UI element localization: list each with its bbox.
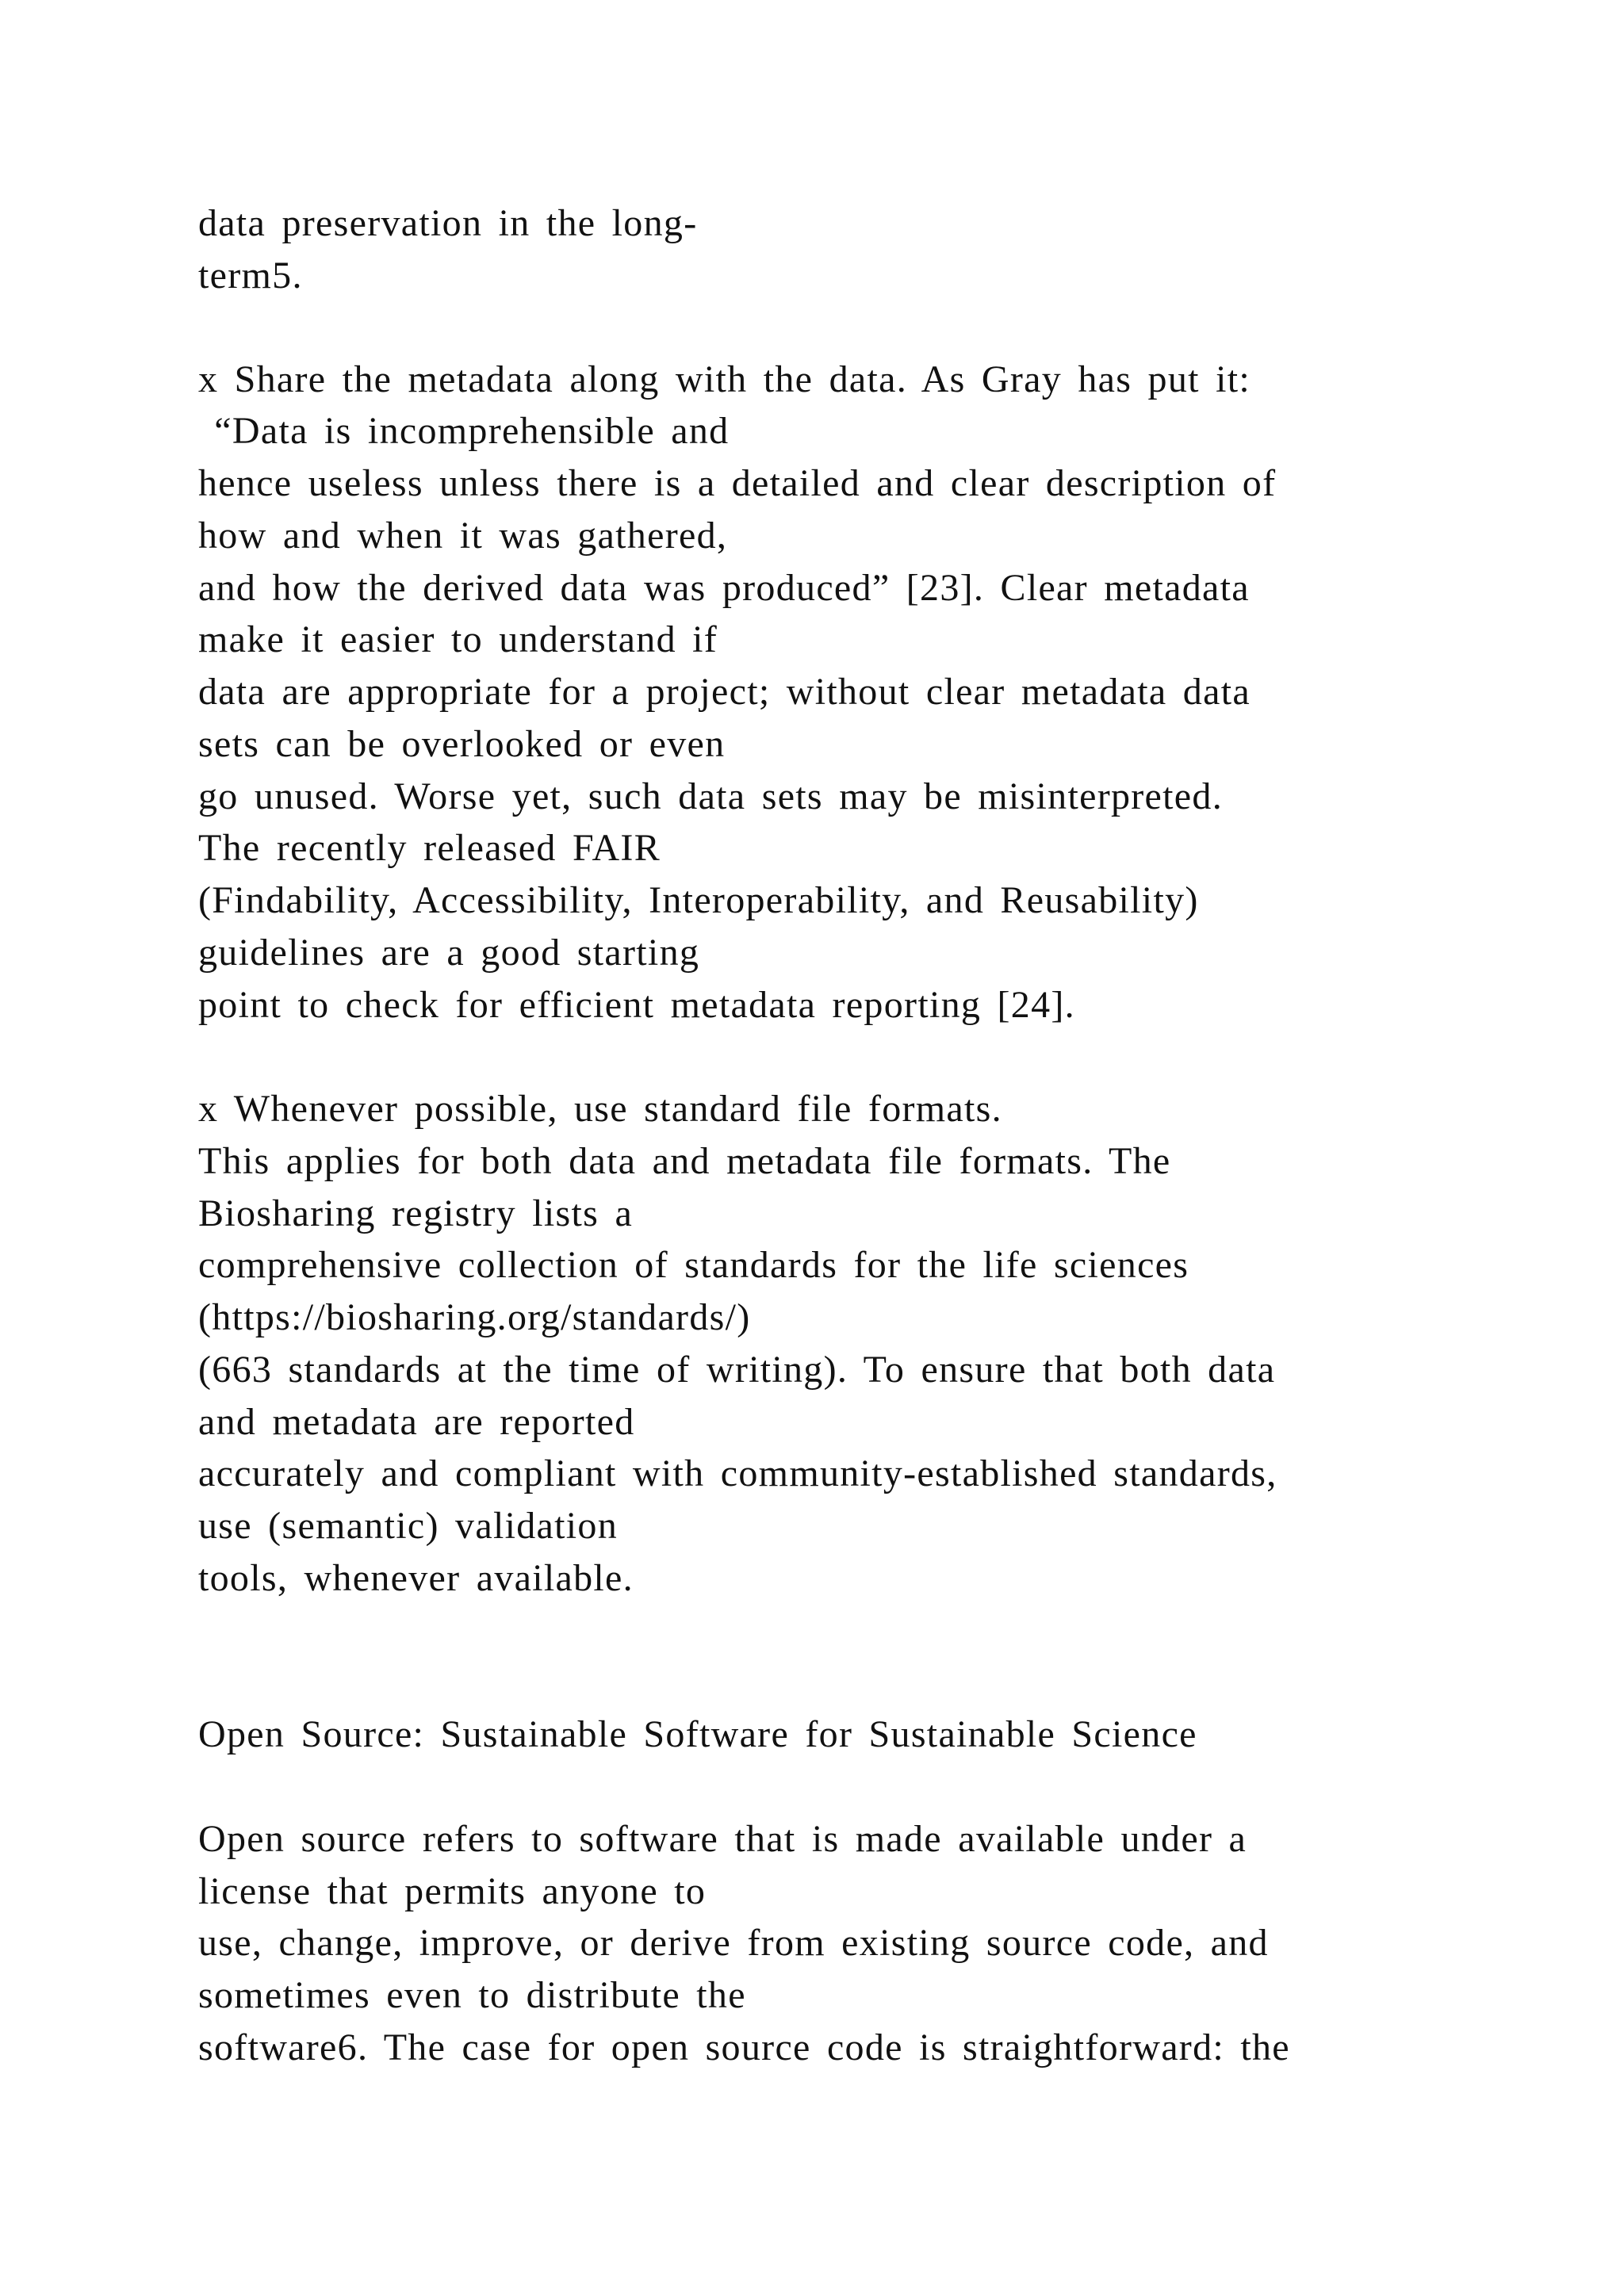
text-line: and metadata are reported xyxy=(198,1401,635,1443)
text-line: Biosharing registry lists a xyxy=(198,1192,634,1234)
text-line: term5. xyxy=(198,254,303,297)
text-line: software6. The case for open source code is straightforward: the xyxy=(198,2026,1290,2068)
text-line: tools, whenever available. xyxy=(198,1557,634,1599)
text-line: guidelines are a good starting xyxy=(198,932,700,974)
text-line: license that permits anyone to xyxy=(198,1870,707,1912)
text-line: use, change, improve, or derive from existing source code, and xyxy=(198,1922,1269,1964)
section-heading: Open Source: Sustainable Software for Sustainable Science xyxy=(198,1713,1197,1755)
text-line: Open source refers to software that is made available under a xyxy=(198,1818,1247,1860)
bullet-text-line: x Share the metadata along with the data. As Gray has put it: xyxy=(198,358,1251,400)
text-line: (663 standards at the time of writing). To ensure that both data xyxy=(198,1349,1276,1391)
text-line: “Data is incomprehensible and xyxy=(198,410,730,452)
text-line: use (semantic) validation xyxy=(198,1505,619,1547)
text-line: how and when it was gathered, xyxy=(198,515,728,557)
text-line: data are appropriate for a project; without clear metadata data xyxy=(198,671,1251,713)
text-line: comprehensive collection of standards for the life sciences xyxy=(198,1244,1189,1286)
text-line: (Findability, Accessibility, Interoperability, and Reusability) xyxy=(198,879,1199,921)
bullet-text-line: x Whenever possible, use standard file formats. xyxy=(198,1088,1002,1130)
text-line: data preservation in the long- xyxy=(198,202,698,244)
text-line: The recently released FAIR xyxy=(198,827,661,869)
text-line: and how the derived data was produced” [23]. Clear metadata xyxy=(198,567,1250,609)
text-line: point to check for efficient metadata reporting [24]. xyxy=(198,984,1075,1026)
text-line: sets can be overlooked or even xyxy=(198,723,726,765)
text-line: accurately and compliant with community-established standards, xyxy=(198,1452,1277,1494)
text-line: go unused. Worse yet, such data sets may be misinterpreted. xyxy=(198,775,1224,817)
text-line: This applies for both data and metadata file formats. The xyxy=(198,1140,1171,1182)
text-line: make it easier to understand if xyxy=(198,618,718,660)
text-line: hence useless unless there is a detailed and clear description of xyxy=(198,462,1277,504)
text-line: (https://biosharing.org/standards/) xyxy=(198,1296,751,1338)
text-line: sometimes even to distribute the xyxy=(198,1974,746,2016)
